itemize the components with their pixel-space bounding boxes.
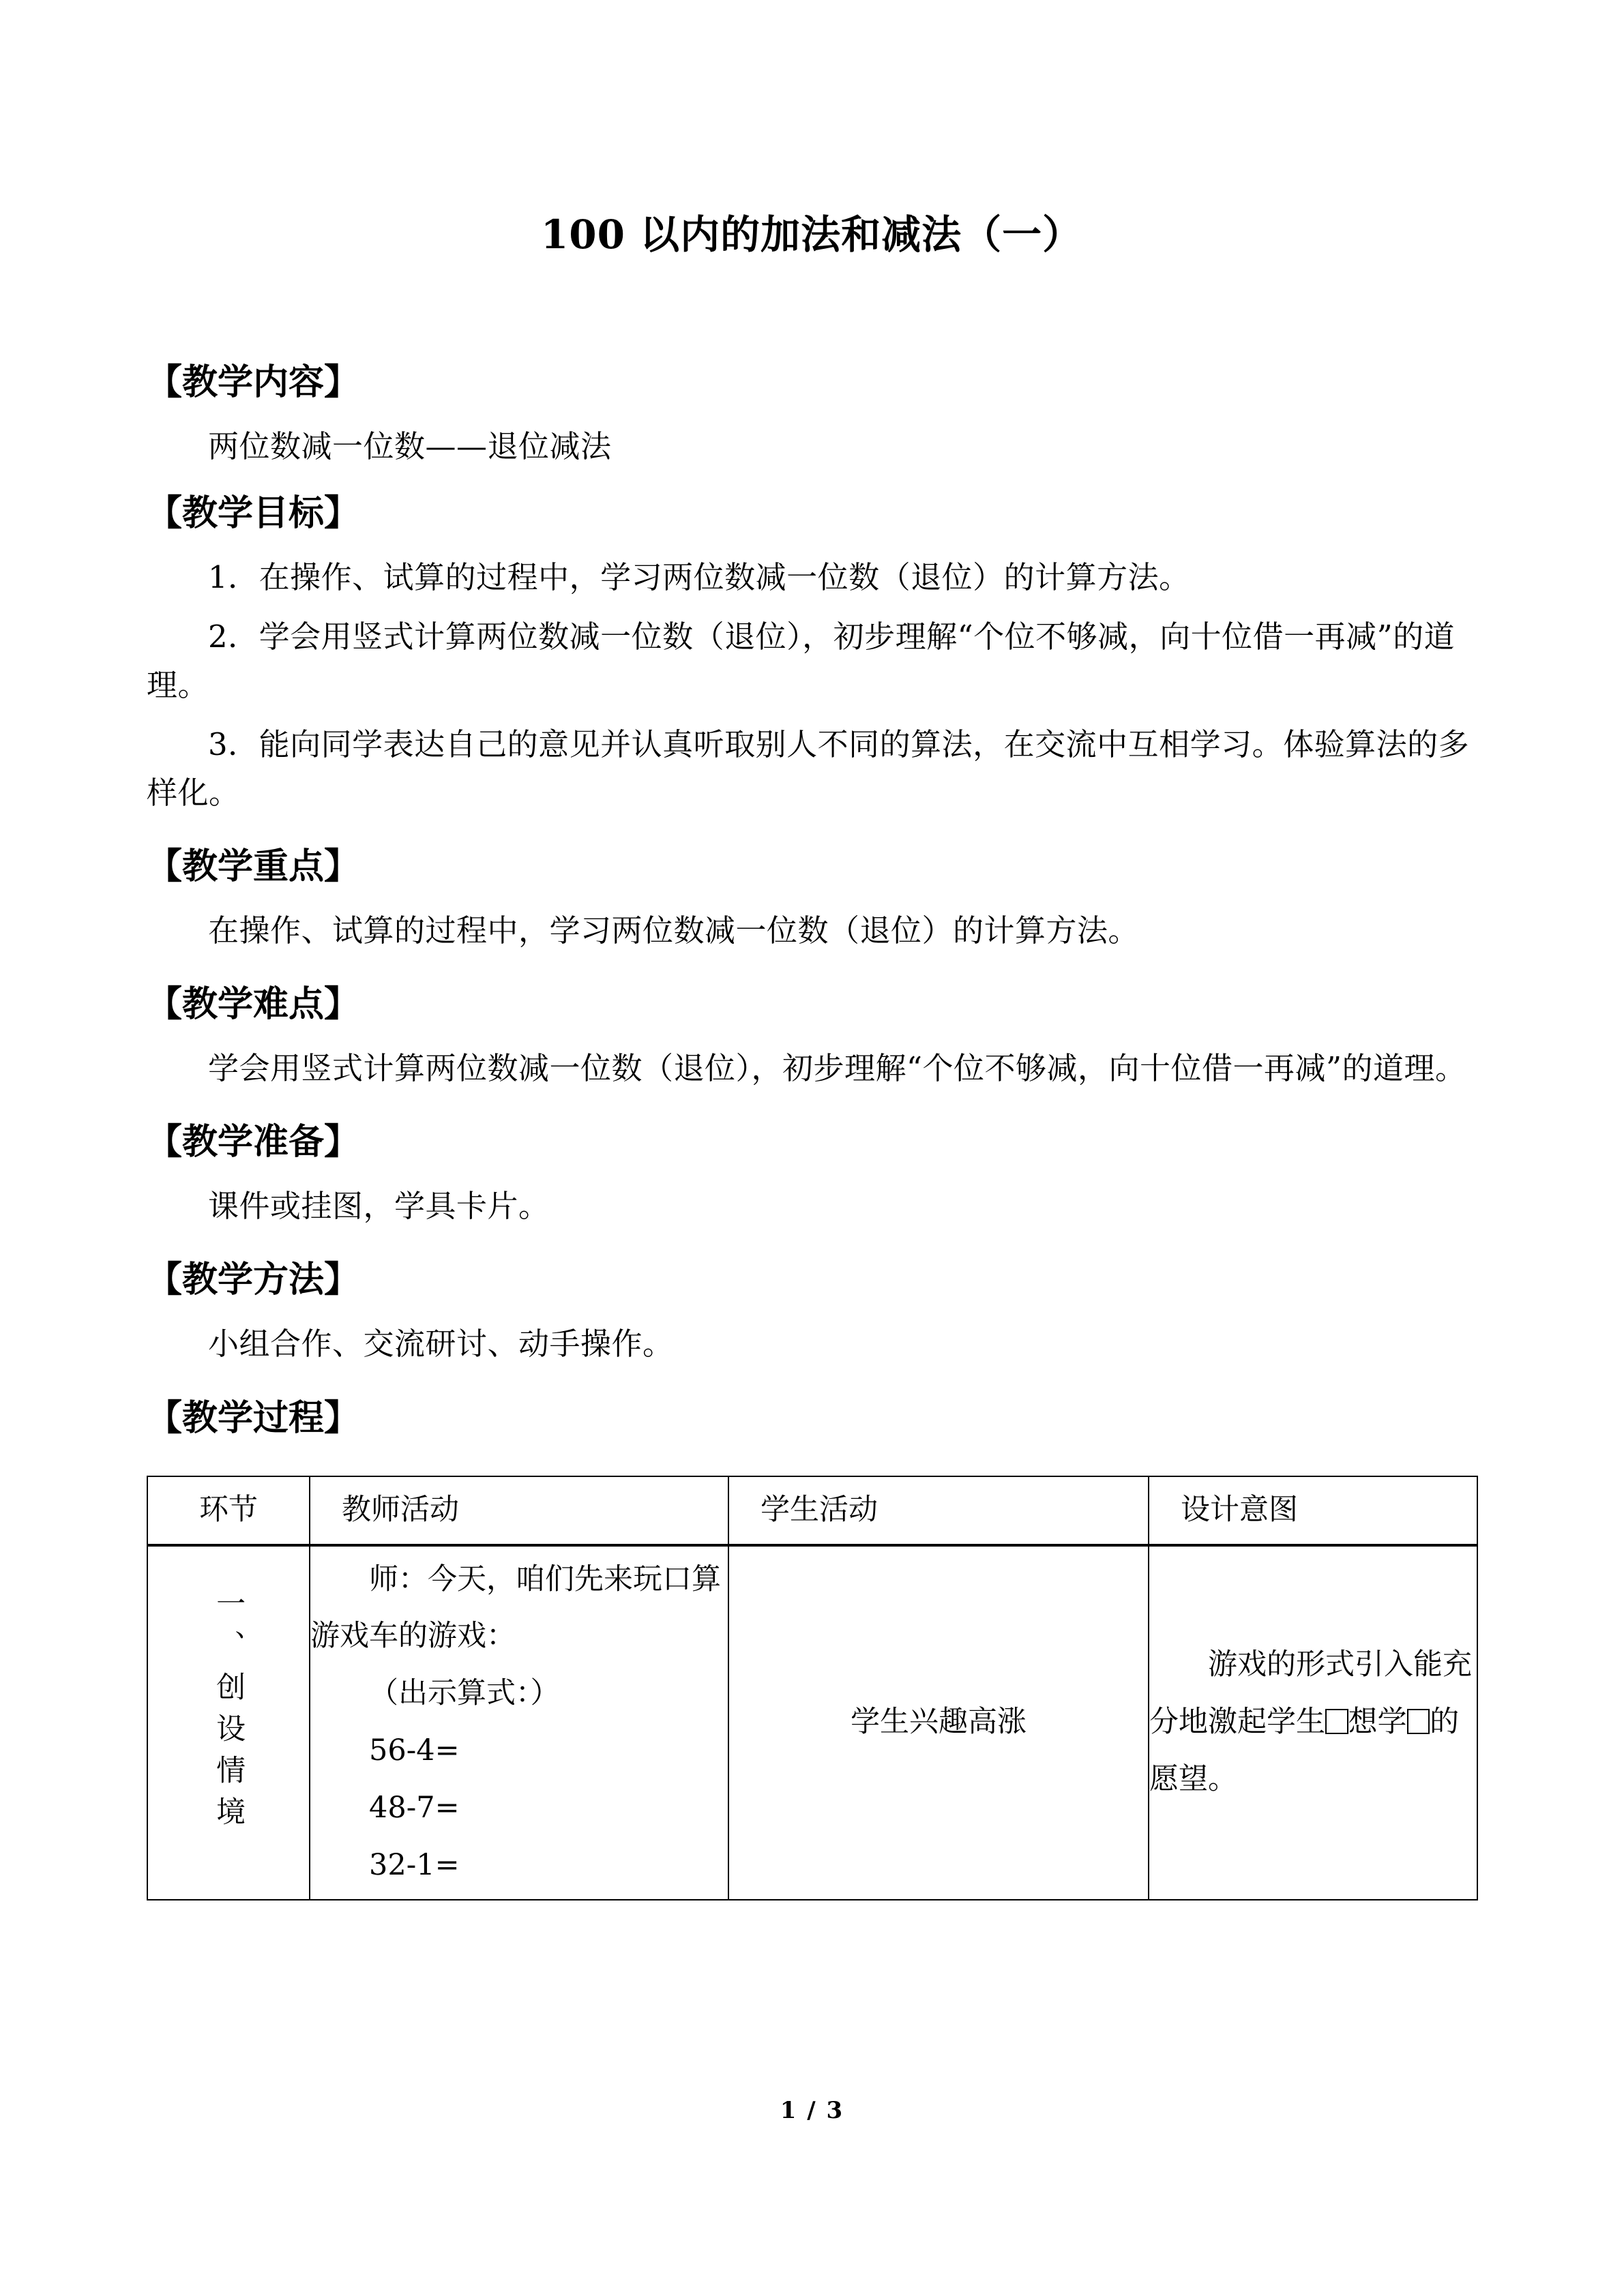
design-intent-quoted: 想学 xyxy=(1348,1705,1407,1740)
page-title: 100 以内的加法和减法（一） xyxy=(540,211,1083,258)
teacher-expression-1: 56-4= xyxy=(369,1733,460,1768)
section-heading-process: 【教学过程】 xyxy=(147,1397,360,1439)
table-header-stage: 环节 xyxy=(147,1476,310,1545)
section-heading-difficulties: 【教学难点】 xyxy=(147,983,360,1026)
table-cell-teacher-activity xyxy=(310,1545,728,1900)
table-header-design-intent: 设计意图 xyxy=(1149,1476,1477,1545)
paragraph-methods: 小组合作、交流研讨、动手操作。 xyxy=(208,1326,674,1362)
design-intent-before: 游戏的形式引入能充分地激起学生 xyxy=(1149,1648,1472,1740)
missing-glyph-close-icon xyxy=(1407,1709,1430,1733)
paragraph-key-points: 在操作、试算的过程中，学习两位数减一位数（退位）的计算方法。 xyxy=(208,912,1140,949)
table-cell-design-intent xyxy=(1149,1545,1477,1900)
document-content xyxy=(147,0,1477,1900)
paragraph-objective-3: 3．能向同学表达自己的意见并认真听取别人不同的算法，在交流中互相学习。体验算法的多样化。 xyxy=(147,726,1470,811)
teacher-expression-3: 32-1= xyxy=(369,1847,460,1882)
teacher-expression-2: 48-7= xyxy=(369,1790,460,1825)
table-header-row xyxy=(147,1476,1477,1545)
paragraph-preparation: 课件或挂图，学具卡片。 xyxy=(208,1188,550,1225)
paragraph-teaching-content: 两位数减一位数——退位减法 xyxy=(208,428,612,464)
teacher-line-2: （出示算式：） xyxy=(369,1676,560,1711)
design-intent-text xyxy=(1149,1637,1477,1808)
paragraph-objective-2: 2．学会用竖式计算两位数减一位数（退位），初步理解“个位不够减，向十位借一再减”的道理。 xyxy=(147,618,1456,703)
teacher-line-1: 师：今天，咱们先来玩口算游戏车的游戏： xyxy=(310,1562,721,1654)
section-heading-content: 【教学内容】 xyxy=(147,361,360,403)
section-heading-key-points: 【教学重点】 xyxy=(147,846,360,888)
design-intent-after: 的愿望。 xyxy=(1149,1705,1460,1796)
section-heading-methods: 【教学方法】 xyxy=(147,1259,360,1301)
paragraph-objective-1: 1．在操作、试算的过程中，学习两位数减一位数（退位）的计算方法。 xyxy=(208,558,1190,595)
paragraph-difficulties: 学会用竖式计算两位数减一位数（退位），初步理解“个位不够减，向十位借一再减”的道理。 xyxy=(208,1050,1466,1087)
table-header-student-activity: 学生活动 xyxy=(728,1476,1149,1545)
table-cell-student-activity: 学生兴趣高涨 xyxy=(728,1545,1149,1900)
section-heading-preparation: 【教学准备】 xyxy=(147,1121,360,1163)
section-heading-objectives: 【教学目标】 xyxy=(147,492,360,534)
page-footer: 1 / 3 xyxy=(780,2097,844,2124)
table-header-teacher-activity: 教师活动 xyxy=(310,1476,728,1545)
missing-glyph-open-icon xyxy=(1325,1709,1348,1733)
stage-label-vertical: 一、创设情境 xyxy=(211,1587,246,1838)
table-cell-stage xyxy=(147,1545,310,1900)
table-row xyxy=(147,1545,1477,1900)
teaching-process-table xyxy=(147,1476,1478,1900)
